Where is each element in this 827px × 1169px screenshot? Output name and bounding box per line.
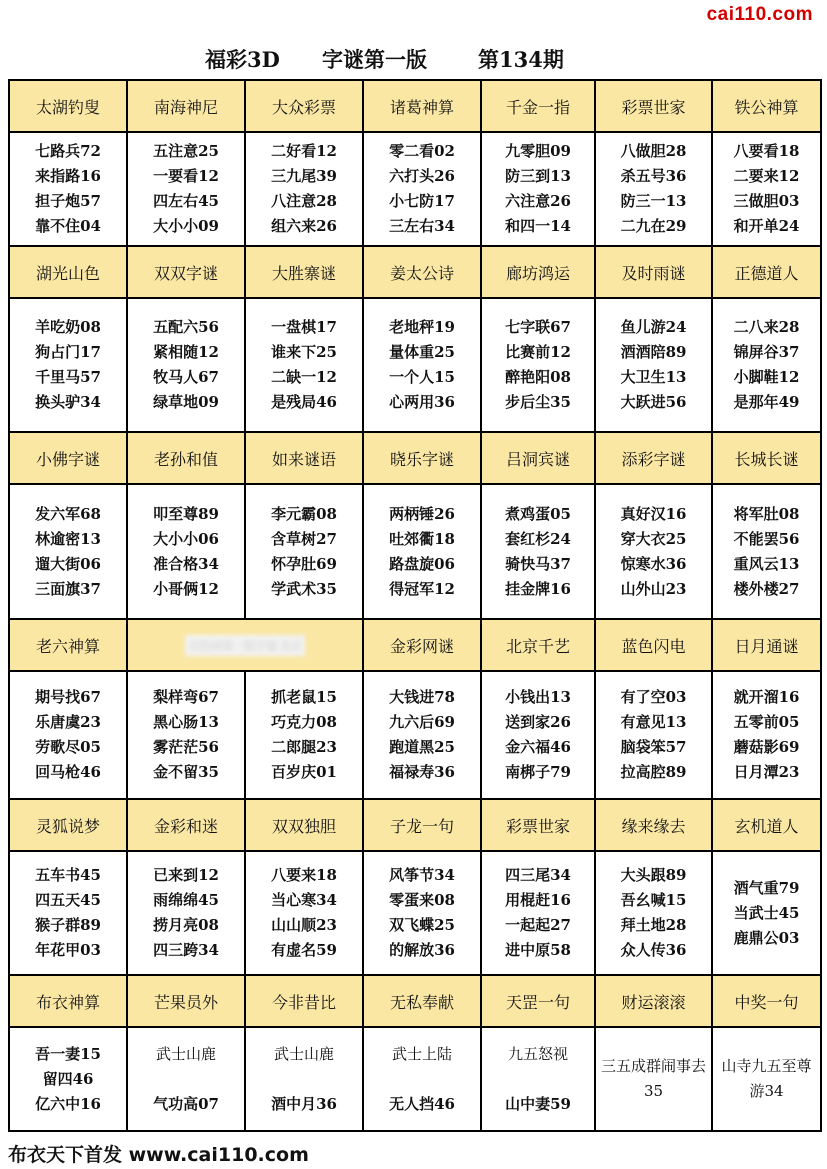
riddle-line: 醉艳阳08 [505,368,571,386]
riddle-line: 已来到12 [153,866,219,884]
riddle-cell [127,1027,245,1131]
riddle-line: 五注意25 [153,142,219,160]
author-title: 子龙一句 [363,799,481,851]
riddle-line: 二好看12 [271,142,337,160]
riddle-line: 杀五号36 [620,167,687,185]
riddle-line: 乐唐虞23 [35,713,101,731]
riddle-row [9,298,821,432]
riddle-line: 将军肚08 [733,504,800,523]
riddle-cell [712,298,821,432]
riddle-line: 遛大街06 [35,554,101,573]
riddle-line: 来指路16 [35,167,101,185]
blank-line [364,1067,480,1092]
riddle-line: 零二看02 [389,142,455,160]
riddle-line: 武士山鹿 [155,1044,216,1063]
riddle-line: 三九尾39 [271,167,337,185]
riddle-line: 拜土地28 [620,916,687,934]
author-title: 如来谜语 [245,432,363,484]
riddle-line: 吾幺喊15 [620,891,687,909]
page-title: 字谜第一版 [322,47,427,72]
brand-label: 福彩3D [205,47,280,72]
author-title: 太湖钓叟 [9,80,127,132]
author-title: 双双字谜 [127,246,245,298]
riddle-line: 当武士45 [733,903,800,922]
riddle-line: 大头跟89 [620,866,687,884]
author-title: 日月通谜 [712,619,821,671]
riddle-line: 叩至尊89 [153,504,219,523]
riddle-line: 小哥俩12 [153,579,219,598]
riddle-line: 众人传36 [620,941,687,959]
author-title: 大胜寨谜 [245,246,363,298]
riddle-line: 七字联67 [505,318,571,336]
blurred-text: 双色球第一版字谜 北京 [185,635,306,656]
riddle-line: 山山顺23 [271,916,337,934]
author-title: 金彩网谜 [363,619,481,671]
riddle-cell [363,132,481,246]
riddle-line: 八要来18 [271,866,337,884]
riddle-line: 有虚名59 [271,941,337,959]
riddle-line: 大卫生13 [620,368,687,386]
riddle-line: 送到家26 [505,713,571,731]
riddle-line: 三左右34 [389,217,455,235]
riddle-line: 福禄寿36 [389,763,455,781]
riddle-line: 鱼儿游24 [620,318,687,336]
riddle-line: 一要看12 [153,167,219,185]
riddle-line: 吐郊衢18 [389,529,455,548]
riddle-line: 六注意26 [505,192,571,210]
riddle-line: 怀孕肚69 [271,554,337,573]
author-title: 湖光山色 [9,246,127,298]
riddle-cell [481,1027,595,1131]
blurred-title [127,619,363,671]
author-title: 铁公神算 [712,80,821,132]
title-row [9,80,821,132]
riddle-cell [245,484,363,619]
riddle-line: 千里马57 [35,368,101,386]
riddle-cell [481,851,595,975]
title-row [9,975,821,1027]
author-title: 缘来缘去 [595,799,712,851]
author-title: 添彩字谜 [595,432,712,484]
author-title: 南海神尼 [127,80,245,132]
author-title: 财运滚滚 [595,975,712,1027]
riddle-line: 进中原58 [505,941,571,959]
author-title: 彩票世家 [481,799,595,851]
riddle-line: 三做胆03 [733,192,800,210]
riddle-line: 绿草地09 [153,393,219,411]
blank-line [246,1067,362,1092]
author-title: 芒果员外 [127,975,245,1027]
riddle-line: 雾茫茫56 [153,738,219,756]
riddle-line: 年花甲03 [35,941,101,959]
riddle-line: 猴子群89 [35,916,101,934]
riddle-cell [9,132,127,246]
issue-number: 第134期 [478,47,564,72]
riddle-line: 的解放36 [389,941,455,959]
riddle-cell [127,298,245,432]
riddle-line: 得冠军12 [389,579,455,598]
riddle-line: 大跃进56 [620,393,687,411]
riddle-line: 金不留35 [153,763,219,781]
riddle-line: 四五天45 [35,891,101,909]
riddle-line: 心两用36 [389,393,455,411]
riddle-line: 有意见13 [620,713,687,731]
riddle-cell [127,671,245,799]
author-title: 布衣神算 [9,975,127,1027]
riddle-line: 大钱进78 [389,688,455,706]
riddle-cell [9,851,127,975]
riddle-line: 山外山23 [620,579,687,598]
author-title: 小佛字谜 [9,432,127,484]
riddle-cell [712,484,821,619]
riddle-line: 挂金牌16 [505,579,571,598]
author-title: 晓乐字谜 [363,432,481,484]
riddle-line: 不能罢56 [733,529,800,548]
riddle-line: 南梆子79 [505,763,571,781]
riddle-line: 劳歌尽05 [35,738,101,756]
author-title: 正德道人 [712,246,821,298]
footer-watermark: 布衣天下首发 www.cai110.com [0,1142,368,1169]
riddle-line: 量体重25 [389,343,455,361]
riddle-cell [595,671,712,799]
riddle-row [9,851,821,975]
author-title: 北京千艺 [481,619,595,671]
riddle-line: 靠不住04 [35,217,101,235]
riddle-line: 小钱出13 [505,688,571,706]
riddle-line: 梨样弯67 [153,688,219,706]
riddle-line: 紧相随12 [153,343,219,361]
riddle-line: 武士山鹿 [273,1044,334,1063]
blank-line [128,1067,244,1092]
riddle-cell [127,484,245,619]
riddle-line: 重风云13 [733,554,800,573]
riddle-line: 拉高腔89 [620,763,687,781]
riddle-line: 两柄锤26 [389,504,455,523]
riddle-line: 九零胆09 [505,142,571,160]
author-title: 诸葛神算 [363,80,481,132]
author-title: 千金一指 [481,80,595,132]
riddle-line: 蘑菇影69 [733,738,800,756]
riddle-line: 骑快马37 [505,554,571,573]
riddle-line: 留四46 [42,1069,94,1088]
riddle-line: 牧马人67 [153,368,219,386]
riddle-line: 九六后69 [389,713,455,731]
author-title: 金彩和迷 [127,799,245,851]
author-title: 吕洞宾谜 [481,432,595,484]
riddle-cell [245,298,363,432]
riddle-line: 跑道黑25 [389,738,455,756]
author-title: 天罡一句 [481,975,595,1027]
riddle-line: 双飞蝶25 [389,916,455,934]
author-title: 大众彩票 [245,80,363,132]
riddle-line: 金六福46 [505,738,571,756]
riddle-line: 四左右45 [153,192,219,210]
riddle-line: 小脚鞋12 [733,368,800,386]
riddle-line: 大小小09 [153,217,219,235]
riddle-line: 酒气重79 [733,878,800,897]
riddle-line: 羊吃奶08 [35,318,101,336]
author-title: 蓝色闪电 [595,619,712,671]
riddle-line: 气功高07 [153,1094,219,1113]
riddle-line: 就开溜16 [733,688,800,706]
riddle-line: 八要看18 [733,142,800,160]
page-header [0,44,827,74]
riddle-line: 八注意28 [271,192,337,210]
riddle-row [9,1027,821,1131]
riddle-cell [363,851,481,975]
riddle-line: 有了空03 [620,688,687,706]
riddle-line: 七路兵72 [35,142,101,160]
riddle-line: 一盘棋17 [271,318,337,336]
riddle-line: 黑心肠13 [153,713,219,731]
riddle-cell [363,298,481,432]
riddle-cell [712,1027,821,1131]
riddle-line: 雨绵绵45 [153,891,219,909]
riddle-row [9,671,821,799]
riddle-cell [712,851,821,975]
riddle-line: 一个人15 [389,368,455,386]
riddle-line: 老地秤19 [389,318,455,336]
riddle-line: 抓老鼠15 [271,688,337,706]
riddle-line: 九五怒视 [507,1044,568,1063]
riddle-cell [245,1027,363,1131]
author-title: 廊坊鸿运 [481,246,595,298]
riddle-line: 亿六中16 [35,1094,101,1113]
riddle-line: 穿大衣25 [620,529,687,548]
riddle-cell [712,671,821,799]
riddle-line: 风筝节34 [389,866,455,884]
riddle-line: 学武术35 [271,579,337,598]
riddle-line: 五车书45 [35,866,101,884]
riddle-cell [712,132,821,246]
author-title: 中奖一句 [712,975,821,1027]
riddle-cell [9,484,127,619]
riddle-line: 八做胆28 [620,142,687,160]
riddle-cell [127,132,245,246]
riddle-line: 百岁庆01 [271,763,337,781]
riddle-line: 防三到13 [505,167,571,185]
riddle-line: 真好汉16 [620,504,687,523]
riddle-line: 五零前05 [733,713,800,731]
riddle-cell [481,671,595,799]
riddle-line: 四三尾34 [505,866,571,884]
riddle-line: 鹿鼎公03 [733,928,800,947]
title-row [9,799,821,851]
riddle-cell [9,298,127,432]
riddle-line: 回马枪46 [35,763,101,781]
riddle-line: 是残局46 [271,393,337,411]
riddle-line: 山寺九五至尊游34 [721,1057,812,1100]
riddle-cell [481,298,595,432]
riddle-cell [595,851,712,975]
riddle-line: 二八来28 [733,318,800,336]
riddle-line: 路盘旋06 [389,554,455,573]
riddle-cell [245,132,363,246]
riddle-line: 酒酒陪89 [620,343,687,361]
riddle-line: 三面旗37 [35,579,101,598]
riddle-line: 和开单24 [733,217,800,235]
riddle-line: 无人挡46 [389,1094,455,1113]
riddle-line: 武士上陆 [391,1044,452,1063]
author-title: 及时雨谜 [595,246,712,298]
author-title: 无私奉献 [363,975,481,1027]
riddle-cell [595,132,712,246]
riddle-line: 一起起27 [505,916,571,934]
riddle-line: 大小小06 [153,529,219,548]
title-row [9,619,821,671]
riddle-line: 酒中月36 [271,1094,337,1113]
riddle-line: 谁来下25 [271,343,337,361]
author-title: 玄机道人 [712,799,821,851]
riddle-line: 二要来12 [733,167,800,185]
riddle-line: 二缺一12 [271,368,337,386]
riddle-line: 组六来26 [271,217,337,235]
riddle-line: 步后尘35 [505,393,571,411]
riddle-cell [595,484,712,619]
riddle-cell [481,484,595,619]
author-title: 老孙和值 [127,432,245,484]
riddle-line: 楼外楼27 [733,579,800,598]
riddle-line: 巧克力08 [271,713,337,731]
riddle-cell [245,851,363,975]
riddle-cell [363,671,481,799]
author-title: 长城长谜 [712,432,821,484]
author-title: 灵狐说梦 [9,799,127,851]
author-title: 姜太公诗 [363,246,481,298]
riddle-line: 准合格34 [153,554,219,573]
riddle-line: 李元霸08 [271,504,337,523]
riddle-line: 狗占门17 [35,343,101,361]
riddle-line: 套红杉24 [505,529,571,548]
riddle-table [8,79,822,1132]
riddle-line: 担子炮57 [35,192,101,210]
title-row [9,432,821,484]
riddle-line: 零蛋来08 [389,891,455,909]
riddle-row [9,484,821,619]
riddle-line: 含草树27 [271,529,337,548]
blank-line [482,1067,594,1092]
riddle-line: 比赛前12 [505,343,571,361]
riddle-line: 山中妻59 [505,1094,571,1113]
riddle-line: 吾一妻15 [35,1044,101,1063]
riddle-cell [9,1027,127,1131]
riddle-line: 当心寒34 [271,891,337,909]
site-logo: cai110.com [706,4,813,25]
riddle-line: 发六军68 [35,504,101,523]
riddle-line: 日月潭23 [733,763,800,781]
riddle-line: 锦屏谷37 [733,343,800,361]
riddle-line: 是那年49 [733,393,800,411]
riddle-line: 煮鸡蛋05 [505,504,571,523]
title-row [9,246,821,298]
riddle-line: 和四一14 [505,217,571,235]
author-title: 双双独胆 [245,799,363,851]
riddle-cell [363,484,481,619]
riddle-line: 三五成群闹事去35 [600,1057,706,1100]
riddle-line: 林逾密13 [35,529,101,548]
riddle-line: 小七防17 [389,192,455,210]
author-title: 今非昔比 [245,975,363,1027]
riddle-line: 四三跨34 [153,941,219,959]
riddle-line: 换头驴34 [35,393,101,411]
riddle-cell [363,1027,481,1131]
riddle-line: 防三一13 [620,192,687,210]
riddle-cell [595,298,712,432]
riddle-cell [595,1027,712,1131]
riddle-line: 五配六56 [153,318,219,336]
riddle-line: 期号找67 [35,688,101,706]
riddle-line: 用棍赶16 [505,891,571,909]
author-title: 彩票世家 [595,80,712,132]
riddle-line: 惊寒水36 [620,554,687,573]
riddle-line: 二九在29 [620,217,687,235]
riddle-cell [481,132,595,246]
riddle-line: 脑袋笨57 [620,738,687,756]
riddle-cell [245,671,363,799]
riddle-line: 捞月亮08 [153,916,219,934]
riddle-cell [127,851,245,975]
riddle-line: 六打头26 [389,167,455,185]
riddle-row [9,132,821,246]
riddle-cell [9,671,127,799]
author-title: 老六神算 [9,619,127,671]
riddle-line: 二郎腿23 [271,738,337,756]
